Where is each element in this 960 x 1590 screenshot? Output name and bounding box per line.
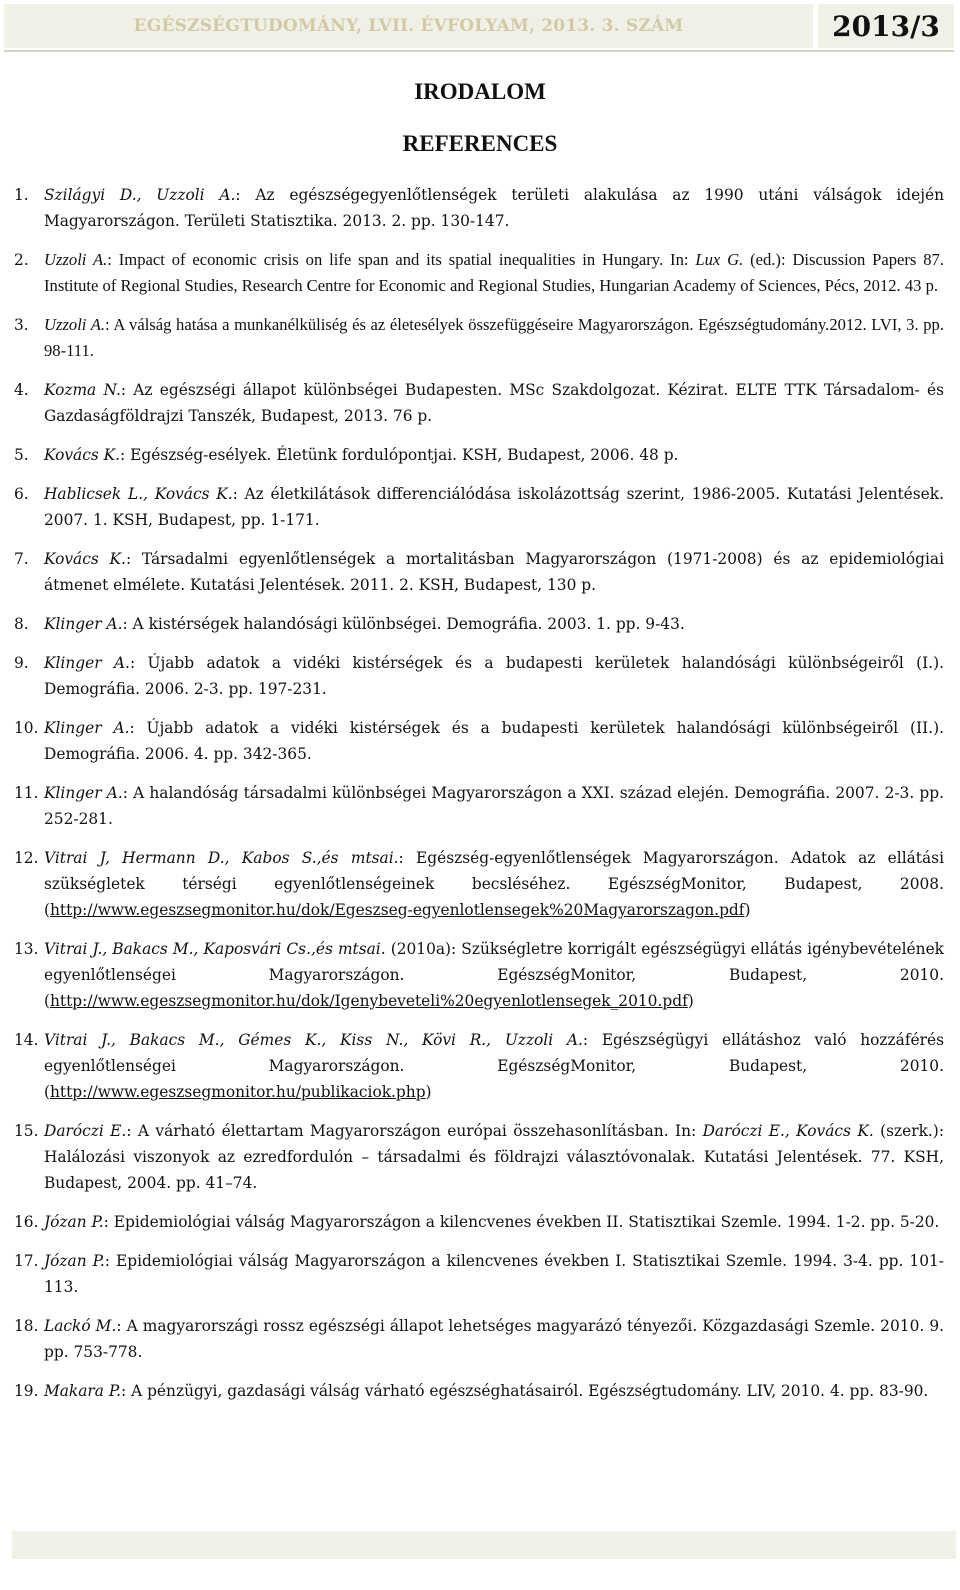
reference-text-continued: (szerk.): Halálozási viszonyok az ezredfordulón – társadalmi és földrajzi választóvonalak. Kutatási Jelentések. 77. KSH, Budapest, 2004. pp. 41–74. — [44, 1122, 945, 1192]
reference-authors: Szilágyi D., Uzzoli A. — [44, 186, 236, 204]
reference-number: 6. — [14, 485, 29, 503]
reference-authors: Kovács K. — [44, 446, 121, 464]
reference-number: 12. — [14, 849, 39, 867]
reference-item — [14, 377, 944, 429]
reference-number: 18. — [14, 1317, 39, 1335]
section-title-english: REFERENCES — [402, 131, 558, 156]
reference-text: : Egészségügyi ellátáshoz való hozzáférés egyenlőtlenségei Magyarországon. EgészségMonitor, Budapest, 2010. ( — [44, 1031, 944, 1101]
reference-item — [14, 1118, 944, 1196]
reference-body — [44, 1248, 944, 1300]
reference-editors: Lux G. — [695, 250, 744, 269]
reference-number: 7. — [14, 550, 29, 568]
reference-text: : Társadalmi egyenlőtlenségek a mortalitásban Magyarországon (1971-2008) és az epidemiológiai átmenet elmélete. Kutatási Jelentések. 2011. 2. KSH, Budapest, 130 p. — [44, 550, 944, 594]
journal-name: EGÉSZSÉGTUDOMÁNY, LVII. ÉVFOLYAM, 2013. 3. SZÁM — [133, 16, 684, 36]
reference-body — [44, 936, 944, 1014]
reference-text: : Újabb adatok a vidéki kistérségek és a budapesti kerületek halandósági különbségeiről (II.). Demográfia. 2006. 4. pp. 342-365. — [44, 719, 944, 763]
reference-number: 5. — [14, 446, 29, 464]
reference-link[interactable]: http://www.egeszsegmonitor.hu/dok/Egeszseg-egyenlotlensegek%20Magyarorszagon.pdf — [50, 901, 745, 919]
reference-text: : Egészség-esélyek. Életünk fordulópontjai. KSH, Budapest, 2006. 48 p. — [120, 446, 679, 464]
reference-text: : A várható élettartam Magyarországon európai összehasonlításban. In: — [126, 1122, 703, 1140]
reference-body — [44, 780, 944, 832]
reference-item — [14, 1209, 944, 1235]
reference-item — [14, 182, 944, 234]
reference-body — [44, 1209, 944, 1235]
reference-closing: ) — [687, 992, 694, 1010]
reference-text: : A halandóság társadalmi különbségei Magyarországon a XXI. század elején. Demográfia. 2007. 2-3. pp. 252-281. — [44, 784, 944, 828]
reference-authors: Daróczi E. — [44, 1122, 127, 1140]
reference-number: 17. — [14, 1252, 39, 1270]
reference-number: 3. — [14, 316, 29, 334]
reference-text: : Epidemiológiai válság Magyarországon a kilencvenes években I. Statisztikai Szemle. 1994. 3-4. pp. 101-113. — [44, 1252, 944, 1296]
reference-text: : Az életkilátások differenciálódása iskolázottság szerint, 1986-2005. Kutatási Jelentések. 2007. 1. KSH, Budapest, pp. 1-171. — [44, 485, 944, 529]
reference-item — [14, 936, 944, 1014]
reference-item — [14, 247, 944, 299]
reference-text: : Egészség-egyenlőtlenségek Magyarországon. Adatok az ellátási szükségletek térségi egyenlőtlenségeinek becsléséhez. EgészségMonitor, Budapest, 2008. ( — [44, 849, 944, 919]
reference-number: 13. — [14, 940, 39, 958]
reference-number: 19. — [14, 1382, 39, 1400]
reference-item — [14, 481, 944, 533]
reference-body — [44, 1118, 944, 1196]
reference-item — [14, 611, 944, 637]
reference-body — [44, 182, 944, 234]
reference-body — [44, 1378, 944, 1404]
issue-number: 2013/3 — [832, 9, 940, 43]
reference-authors: Lackó M. — [44, 1317, 117, 1335]
reference-body — [44, 1313, 944, 1365]
reference-body — [44, 377, 944, 429]
reference-number: 16. — [14, 1213, 39, 1231]
reference-text: (2010a): Szükségletre korrigált egészségügyi ellátás igénybevételének egyenlőtlenségei Magyarországon. EgészségMonitor, Budapest, 2010. ( — [44, 940, 945, 1010]
reference-number: 11. — [14, 784, 39, 802]
reference-item — [14, 546, 944, 598]
reference-authors: Makara P. — [44, 1382, 121, 1400]
reference-item — [14, 780, 944, 832]
reference-number: 10. — [14, 719, 39, 737]
reference-authors: Kovács K. — [44, 550, 126, 568]
reference-number: 14. — [14, 1031, 39, 1049]
header-divider — [4, 50, 954, 52]
reference-text-continued: (ed.): Discussion Papers 87. Institute of Regional Studies, Research Centre for Economic and Regional Studies, Hungarian Academy of Sciences, Pécs, 2012. 43 p. — [44, 250, 944, 295]
reference-body — [44, 845, 944, 923]
reference-text: : A pénzügyi, gazdasági válság várható egészséghatásairól. Egészségtudomány. LIV, 2010. 4. pp. 83-90. — [121, 1382, 929, 1400]
reference-text: : Epidemiológiai válság Magyarországon a kilencvenes években II. Statisztikai Szemle. 1994. 1-2. pp. 5-20. — [103, 1213, 940, 1231]
reference-number: 1. — [14, 186, 29, 204]
reference-text: : Az egészségegyenlőtlenségek területi alakulása az 1990 utáni válságok idején Magyarországon. Területi Statisztika. 2013. 2. pp. 130-147. — [44, 186, 944, 230]
reference-authors: Klinger A. — [44, 784, 123, 802]
page-header — [0, 0, 960, 52]
reference-text: : A válság hatása a munkanélküliség és az életesélyek összefüggéseire Magyarországon. Egészségtudomány.2012. LVI, 3. pp. 98-111. — [44, 315, 944, 360]
reference-editors: Daróczi E., Kovács K. — [702, 1122, 874, 1140]
reference-body — [44, 546, 944, 598]
reference-authors: Józan P. — [44, 1252, 105, 1270]
section-title-hungarian: IRODALOM — [414, 79, 546, 104]
reference-body — [44, 247, 944, 299]
reference-body — [44, 1027, 944, 1105]
reference-authors: Vitrai J., Bakacs M., Kaposvári Cs.,és mtsai. — [44, 940, 386, 958]
reference-authors: Hablicsek L., Kovács K. — [44, 485, 233, 503]
reference-item — [14, 650, 944, 702]
reference-authors: Uzzoli A. — [44, 250, 108, 269]
reference-text: : A kistérségek halandósági különbségei. Demográfia. 2003. 1. pp. 9-43. — [122, 615, 685, 633]
reference-body — [44, 650, 944, 702]
reference-text: : Impact of economic crisis on life span and its spatial inequalities in Hungary. In: — [107, 250, 696, 269]
reference-text: : Újabb adatok a vidéki kistérségek és a budapesti kerületek halandósági különbségeiről (I.). Demográfia. 2006. 2-3. pp. 197-231. — [44, 654, 944, 698]
reference-item — [14, 1248, 944, 1300]
reference-authors: Vitrai J., Bakacs M., Gémes K., Kiss N., Kövi R., Uzzoli A. — [44, 1031, 583, 1049]
reference-authors: Józan P. — [44, 1213, 104, 1231]
reference-item — [14, 1378, 944, 1404]
reference-item — [14, 845, 944, 923]
reference-body — [44, 611, 944, 637]
reference-authors: Klinger A. — [44, 719, 130, 737]
reference-item — [14, 1313, 944, 1365]
footer-bar — [12, 1531, 956, 1559]
reference-authors: Klinger A. — [44, 615, 123, 633]
reference-number: 4. — [14, 381, 29, 399]
reference-item — [14, 442, 944, 468]
reference-item — [14, 312, 944, 364]
reference-number: 8. — [14, 615, 29, 633]
reference-text: : Az egészségi állapot különbségei Budapesten. MSc Szakdolgozat. Kézirat. ELTE TTK Társadalom- és Gazdaságföldrajzi Tanszék, Budapest, 2013. 76 p. — [44, 381, 944, 425]
reference-text: : A magyarországi rossz egészségi állapot lehetséges magyarázó tényezői. Közgazdasági Szemle. 2010. 9. pp. 753-778. — [44, 1317, 945, 1361]
reference-link[interactable]: http://www.egeszsegmonitor.hu/dok/Igenybeveteli%20egyenlotlensegek_2010.pdf — [50, 992, 688, 1010]
reference-item — [14, 715, 944, 767]
reference-closing: ) — [744, 901, 751, 919]
reference-authors: Uzzoli A. — [44, 315, 106, 334]
issue-banner — [818, 4, 954, 48]
reference-body — [44, 715, 944, 767]
reference-authors: Klinger A. — [44, 654, 130, 672]
reference-authors: Vitrai J, Hermann D., Kabos S.,és mtsai. — [44, 849, 399, 867]
reference-list — [14, 182, 944, 1417]
reference-number: 15. — [14, 1122, 39, 1140]
reference-authors: Kozma N. — [44, 381, 121, 399]
journal-banner — [4, 4, 813, 48]
reference-number: 2. — [14, 251, 29, 269]
reference-link[interactable]: http://www.egeszsegmonitor.hu/publikaciok.php — [50, 1083, 426, 1101]
reference-closing: ) — [425, 1083, 432, 1101]
reference-body — [44, 481, 944, 533]
reference-body — [44, 442, 944, 468]
reference-body — [44, 312, 944, 364]
reference-item — [14, 1027, 944, 1105]
reference-number: 9. — [14, 654, 29, 672]
